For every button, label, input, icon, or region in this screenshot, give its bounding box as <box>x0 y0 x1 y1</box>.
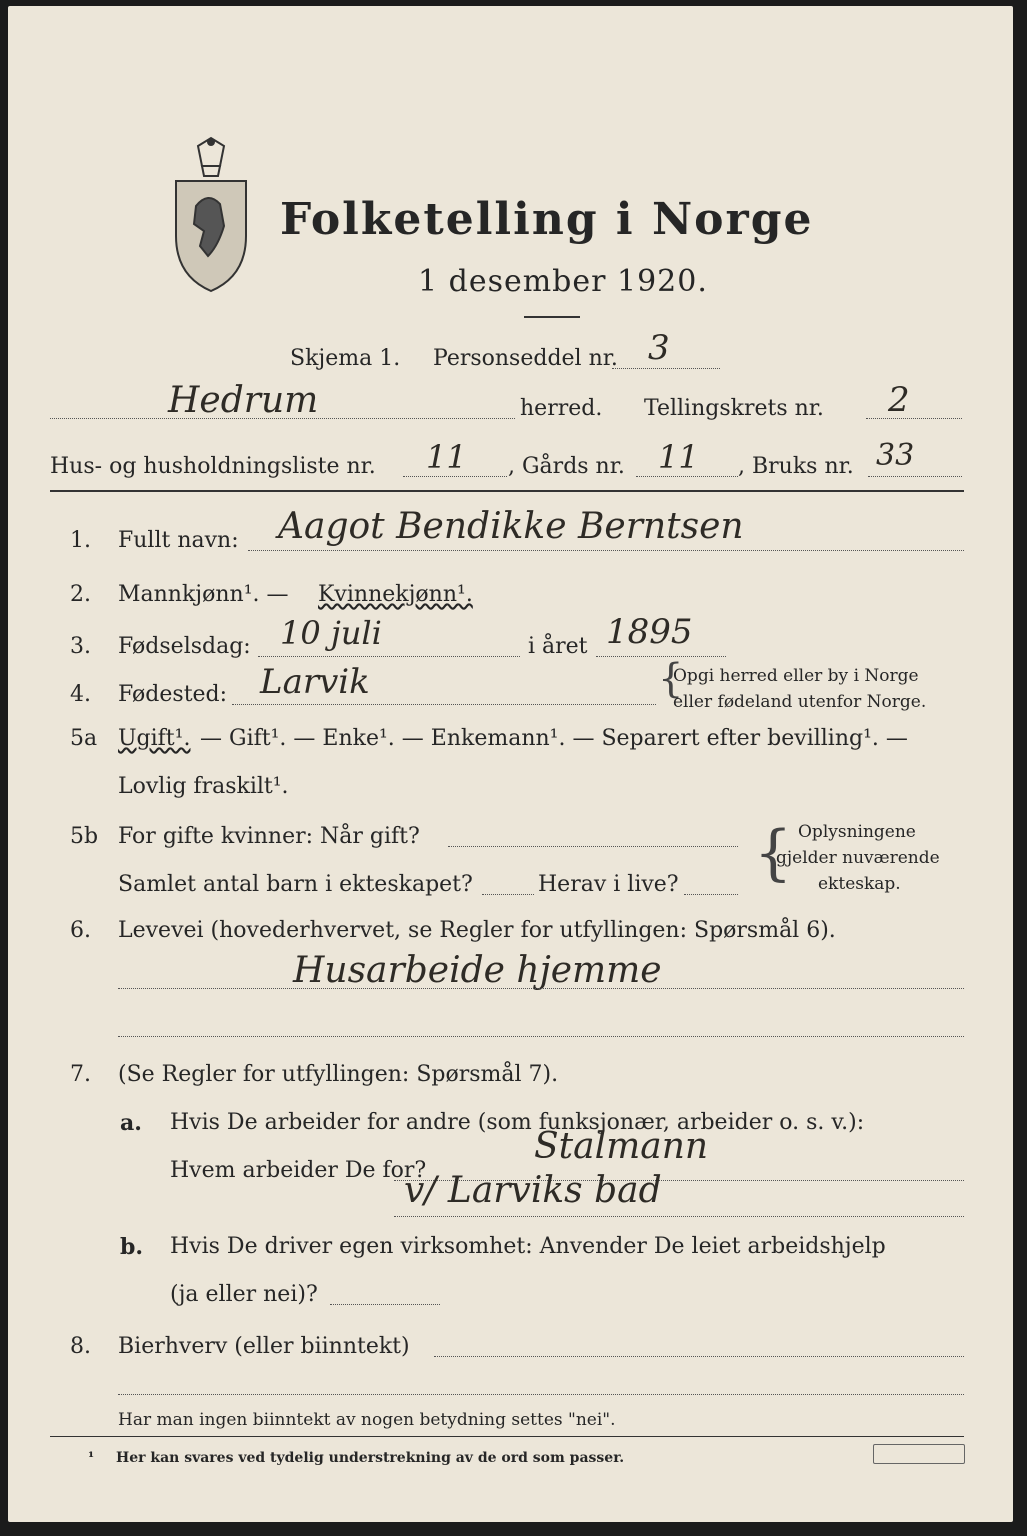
gards-line <box>636 476 738 477</box>
q7b-line <box>330 1304 440 1305</box>
q4-line <box>232 704 656 705</box>
q5a-number: 5a <box>70 726 98 751</box>
employer-value-line2: v/ Larviks bad <box>404 1170 662 1211</box>
q3-label: Fødselsdag: <box>118 634 251 659</box>
q8-line1 <box>434 1356 964 1357</box>
q1-number: 1. <box>70 528 91 553</box>
q5b-number: 5b <box>70 824 99 849</box>
q7a-question: Hvem arbeider De for? <box>170 1158 427 1183</box>
birthday-value: 10 juli <box>280 614 382 652</box>
q6-line1 <box>118 988 964 989</box>
personseddel-label: Personseddel nr. <box>433 346 618 371</box>
q8-label: Bierhverv (eller biinntekt) <box>118 1334 410 1359</box>
personseddel-value: 3 <box>648 328 670 368</box>
q5a-fraskilt-option: Lovlig fraskilt¹. <box>118 774 289 799</box>
q7-number: 7. <box>70 1062 91 1087</box>
form-title: Folketelling i Norge <box>280 194 814 245</box>
tellingskrets-label: Tellingskrets nr. <box>644 396 824 421</box>
printer-stamp <box>873 1444 965 1464</box>
gards-value: 11 <box>658 438 699 476</box>
footnote-text: Her kan svares ved tydelig understrekning av de ord som passer. <box>116 1450 625 1466</box>
q5b-note-line2: gjelder nuværende <box>776 848 940 868</box>
q6-line2 <box>118 1036 964 1037</box>
herred-value: Hedrum <box>168 380 319 421</box>
bruks-label: , Bruks nr. <box>738 454 854 479</box>
q6-number: 6. <box>70 918 91 943</box>
q4-note-line2: eller fødeland utenfor Norge. <box>673 692 927 712</box>
tellingskrets-line <box>866 418 962 419</box>
header-separator <box>50 490 964 492</box>
q5b-children-label: Samlet antal barn i ekteskapet? <box>118 872 473 897</box>
gards-label: , Gårds nr. <box>508 454 625 479</box>
q3-number: 3. <box>70 634 91 659</box>
birthplace-value: Larvik <box>260 662 370 702</box>
census-date: 1 desember 1920. <box>418 264 708 299</box>
tellingskrets-value: 2 <box>888 380 910 420</box>
full-name-value: Aagot Bendikke Berntsen <box>278 506 744 547</box>
footer-note: Har man ingen biinntekt av nogen betydning settes "nei". <box>118 1410 616 1430</box>
employer-value-line1: Stalmann <box>534 1126 709 1167</box>
herred-label: herred. <box>520 396 603 421</box>
census-form-sheet <box>8 6 1013 1522</box>
q1-line <box>248 550 964 551</box>
norwegian-coat-of-arms-icon <box>168 136 254 296</box>
q5b-married-label: For gifte kvinner: Når gift? <box>118 824 420 849</box>
hus-line <box>403 476 507 477</box>
q4-note-line1: Opgi herred eller by i Norge <box>673 666 919 686</box>
q7b-text: Hvis De driver egen virksomhet: Anvender De leiet arbeidshjelp <box>170 1234 886 1259</box>
q5a-ugift-option: Ugift¹. <box>118 726 191 751</box>
q2-male-option: Mannkjønn¹. — <box>118 582 289 607</box>
personseddel-line <box>612 368 720 369</box>
q5b-note-line3: ekteskap. <box>818 874 901 894</box>
q7b-question: (ja eller nei)? <box>170 1282 318 1307</box>
q1-label: Fullt navn: <box>118 528 239 553</box>
q6-label: Levevei (hovederhvervet, se Regler for utfyllingen: Spørsmål 6). <box>118 918 836 943</box>
q2-number: 2. <box>70 582 91 607</box>
q5a-other-options: — Gift¹. — Enke¹. — Enkemann¹. — Separert efter bevilling¹. — <box>200 726 908 751</box>
q5b-married-line <box>448 846 738 847</box>
footnote-mark: ¹ <box>88 1450 95 1466</box>
birth-year-value: 1895 <box>606 612 693 652</box>
q5b-alive-label: Herav i live? <box>538 872 679 897</box>
q5b-children-line <box>482 894 534 895</box>
q4-brace: { <box>658 656 684 702</box>
q8-line2 <box>118 1394 964 1395</box>
q7a-text: Hvis De arbeider for andre (som funksjonær, arbeider o. s. v.): <box>170 1110 865 1135</box>
q4-number: 4. <box>70 682 91 707</box>
q3-day-line <box>258 656 520 657</box>
footer-separator <box>50 1436 964 1437</box>
q5b-brace: { <box>754 818 793 888</box>
q7b-letter: b. <box>120 1234 144 1260</box>
q8-number: 8. <box>70 1334 91 1359</box>
q4-label: Fødested: <box>118 682 228 707</box>
hus-value: 11 <box>426 438 467 476</box>
q7a-letter: a. <box>120 1110 142 1136</box>
q3-year-label: i året <box>528 634 588 659</box>
occupation-value: Husarbeide hjemme <box>293 950 662 991</box>
q5b-note-line1: Oplysningene <box>798 822 916 842</box>
q7a-line2 <box>394 1216 964 1217</box>
title-divider <box>524 316 580 318</box>
q2-female-option: Kvinnekjønn¹. <box>318 582 473 607</box>
schema-label: Skjema 1. <box>290 346 401 371</box>
bruks-line <box>868 476 962 477</box>
bruks-value: 33 <box>876 438 915 473</box>
q7-label: (Se Regler for utfyllingen: Spørsmål 7). <box>118 1062 559 1087</box>
q5b-alive-line <box>684 894 738 895</box>
hus-label: Hus- og husholdningsliste nr. <box>50 454 376 479</box>
